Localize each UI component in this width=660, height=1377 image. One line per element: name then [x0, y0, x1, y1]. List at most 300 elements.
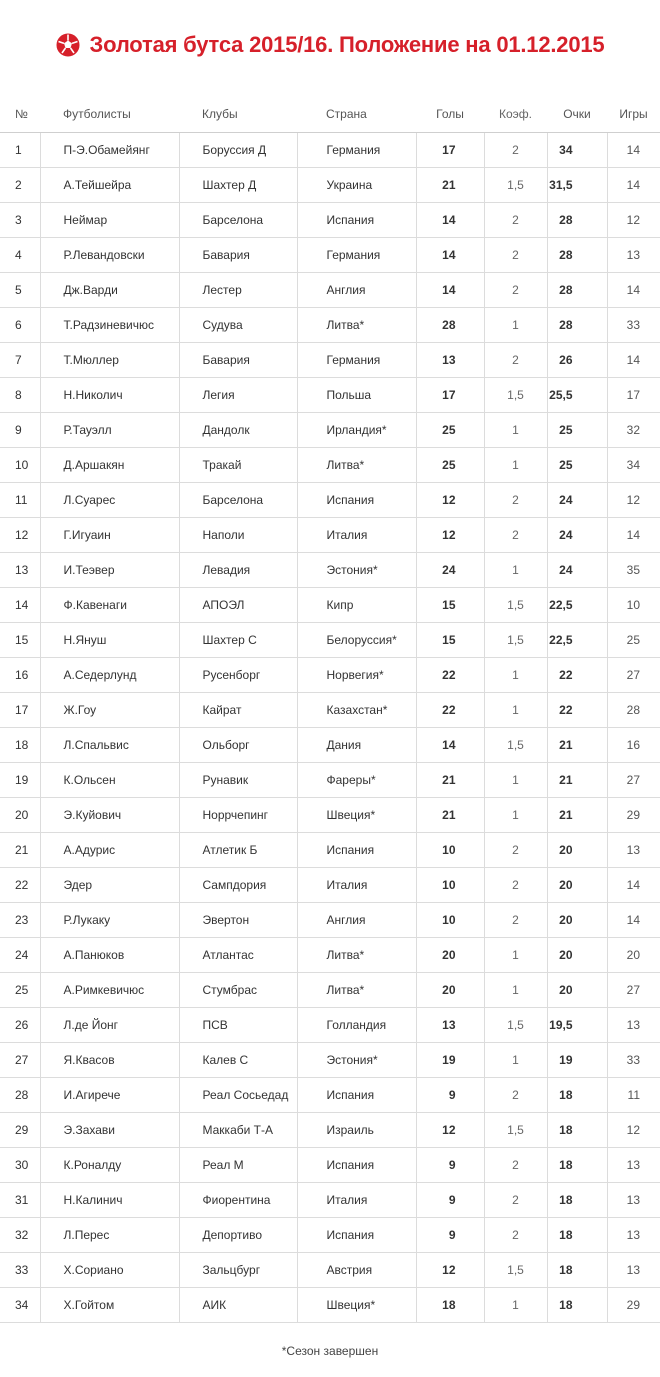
cell-country: Испания: [297, 833, 416, 868]
cell-coef: 1: [484, 448, 547, 483]
cell-coef: 1,5: [484, 623, 547, 658]
cell-coef: 1: [484, 553, 547, 588]
cell-goals: 21: [416, 798, 484, 833]
cell-points: 20: [547, 833, 607, 868]
cell-goals: 14: [416, 728, 484, 763]
header-goals: Голы: [416, 95, 484, 133]
cell-games: 32: [607, 413, 660, 448]
cell-points: 21: [547, 728, 607, 763]
cell-country: Литва*: [297, 973, 416, 1008]
cell-coef: 1: [484, 693, 547, 728]
cell-coef: 1: [484, 308, 547, 343]
cell-club: Тракай: [179, 448, 297, 483]
cell-club: Шахтер Д: [179, 168, 297, 203]
table-row: [0, 833, 660, 868]
cell-club: Бавария: [179, 343, 297, 378]
cell-goals: 21: [416, 168, 484, 203]
cell-goals: 14: [416, 203, 484, 238]
cell-coef: 1,5: [484, 588, 547, 623]
cell-club: Лестер: [179, 273, 297, 308]
header-rank: №: [0, 95, 40, 133]
cell-country: Австрия: [297, 1253, 416, 1288]
cell-games: 14: [607, 903, 660, 938]
cell-goals: 9: [416, 1148, 484, 1183]
cell-points: 18: [547, 1183, 607, 1218]
cell-coef: 2: [484, 133, 547, 168]
cell-goals: 13: [416, 343, 484, 378]
cell-coef: 2: [484, 1148, 547, 1183]
cell-country: Италия: [297, 1183, 416, 1218]
header-points: Очки: [547, 95, 607, 133]
cell-rank: 13: [0, 553, 40, 588]
cell-player: П-Э.Обамейянг: [40, 133, 179, 168]
cell-country: Германия: [297, 343, 416, 378]
cell-games: 27: [607, 763, 660, 798]
cell-player: Д.Аршакян: [40, 448, 179, 483]
cell-rank: 14: [0, 588, 40, 623]
cell-games: 16: [607, 728, 660, 763]
cell-games: 34: [607, 448, 660, 483]
cell-club: Атлантас: [179, 938, 297, 973]
table-row: [0, 1288, 660, 1323]
table-row: [0, 938, 660, 973]
cell-country: Литва*: [297, 308, 416, 343]
cell-country: Испания: [297, 483, 416, 518]
cell-games: 27: [607, 973, 660, 1008]
cell-coef: 1: [484, 1288, 547, 1323]
cell-country: Испания: [297, 1078, 416, 1113]
table-row: [0, 413, 660, 448]
cell-rank: 5: [0, 273, 40, 308]
cell-rank: 3: [0, 203, 40, 238]
cell-country: Голландия: [297, 1008, 416, 1043]
cell-country: Литва*: [297, 448, 416, 483]
cell-rank: 32: [0, 1218, 40, 1253]
table-row: [0, 1113, 660, 1148]
cell-goals: 17: [416, 378, 484, 413]
cell-player: Н.Николич: [40, 378, 179, 413]
cell-games: 14: [607, 518, 660, 553]
cell-points: 24: [547, 553, 607, 588]
cell-player: А.Тейшейра: [40, 168, 179, 203]
cell-coef: 1: [484, 973, 547, 1008]
table-row: [0, 1183, 660, 1218]
cell-club: АИК: [179, 1288, 297, 1323]
cell-country: Ирландия*: [297, 413, 416, 448]
cell-country: Италия: [297, 518, 416, 553]
cell-player: Р.Тауэлл: [40, 413, 179, 448]
cell-goals: 9: [416, 1078, 484, 1113]
cell-coef: 1,5: [484, 1253, 547, 1288]
cell-player: Дж.Варди: [40, 273, 179, 308]
cell-coef: 2: [484, 238, 547, 273]
cell-goals: 12: [416, 1253, 484, 1288]
cell-rank: 7: [0, 343, 40, 378]
cell-coef: 2: [484, 1078, 547, 1113]
cell-country: Украина: [297, 168, 416, 203]
table-row: [0, 903, 660, 938]
cell-points: 20: [547, 938, 607, 973]
cell-points: 19,5: [547, 1008, 607, 1043]
cell-rank: 19: [0, 763, 40, 798]
cell-coef: 2: [484, 1218, 547, 1253]
cell-club: Судува: [179, 308, 297, 343]
table-row: [0, 623, 660, 658]
cell-country: Дания: [297, 728, 416, 763]
cell-club: Сампдория: [179, 868, 297, 903]
cell-club: Калев С: [179, 1043, 297, 1078]
cell-player: Н.Януш: [40, 623, 179, 658]
table-row: [0, 343, 660, 378]
cell-club: Бавария: [179, 238, 297, 273]
table-row: [0, 553, 660, 588]
cell-coef: 1: [484, 763, 547, 798]
cell-club: Ольборг: [179, 728, 297, 763]
cell-player: Х.Гойтом: [40, 1288, 179, 1323]
cell-country: Литва*: [297, 938, 416, 973]
table-row: [0, 1148, 660, 1183]
cell-club: Русенборг: [179, 658, 297, 693]
table-row: [0, 1253, 660, 1288]
cell-points: 19: [547, 1043, 607, 1078]
cell-club: Атлетик Б: [179, 833, 297, 868]
cell-player: А.Адурис: [40, 833, 179, 868]
header-club: Клубы: [179, 95, 297, 133]
cell-rank: 20: [0, 798, 40, 833]
cell-coef: 2: [484, 1183, 547, 1218]
table-row: [0, 1008, 660, 1043]
table-row: [0, 973, 660, 1008]
table-row: [0, 763, 660, 798]
cell-rank: 1: [0, 133, 40, 168]
cell-points: 20: [547, 973, 607, 1008]
table-row: [0, 658, 660, 693]
cell-coef: 1: [484, 658, 547, 693]
cell-points: 31,5: [547, 168, 607, 203]
cell-games: 33: [607, 1043, 660, 1078]
cell-player: А.Римкевичюс: [40, 973, 179, 1008]
table-row: [0, 798, 660, 833]
cell-goals: 12: [416, 1113, 484, 1148]
cell-coef: 2: [484, 273, 547, 308]
cell-player: Л.Спальвис: [40, 728, 179, 763]
cell-club: Реал Сосьедад: [179, 1078, 297, 1113]
cell-country: Швеция*: [297, 798, 416, 833]
cell-rank: 24: [0, 938, 40, 973]
table-row: [0, 378, 660, 413]
cell-coef: 1: [484, 413, 547, 448]
cell-points: 18: [547, 1113, 607, 1148]
cell-country: Испания: [297, 203, 416, 238]
cell-coef: 2: [484, 518, 547, 553]
cell-goals: 19: [416, 1043, 484, 1078]
table-row: [0, 1078, 660, 1113]
cell-player: Т.Радзиневичюс: [40, 308, 179, 343]
cell-goals: 17: [416, 133, 484, 168]
cell-rank: 12: [0, 518, 40, 553]
cell-games: 13: [607, 1183, 660, 1218]
table-header-row: [0, 95, 660, 133]
cell-coef: 1,5: [484, 728, 547, 763]
cell-rank: 18: [0, 728, 40, 763]
cell-goals: 14: [416, 238, 484, 273]
cell-points: 34: [547, 133, 607, 168]
table-row: [0, 483, 660, 518]
cell-player: Т.Мюллер: [40, 343, 179, 378]
cell-rank: 26: [0, 1008, 40, 1043]
cell-player: И.Теэвер: [40, 553, 179, 588]
cell-club: Левадия: [179, 553, 297, 588]
page-title-text: Золотая бутса 2015/16. Положение на 01.12.2015: [89, 32, 605, 57]
cell-club: Эвертон: [179, 903, 297, 938]
cell-games: 13: [607, 238, 660, 273]
cell-games: 14: [607, 273, 660, 308]
header-games: Игры: [607, 95, 660, 133]
cell-goals: 20: [416, 938, 484, 973]
cell-country: Кипр: [297, 588, 416, 623]
table-row: [0, 168, 660, 203]
table-row: [0, 1218, 660, 1253]
cell-rank: 17: [0, 693, 40, 728]
cell-club: ПСВ: [179, 1008, 297, 1043]
cell-games: 33: [607, 308, 660, 343]
page-title: [0, 28, 660, 62]
cell-player: Ж.Гоу: [40, 693, 179, 728]
cell-rank: 11: [0, 483, 40, 518]
cell-rank: 22: [0, 868, 40, 903]
cell-points: 20: [547, 868, 607, 903]
cell-rank: 27: [0, 1043, 40, 1078]
table-row: [0, 308, 660, 343]
cell-coef: 1: [484, 1043, 547, 1078]
table-row: [0, 1043, 660, 1078]
cell-games: 29: [607, 798, 660, 833]
cell-games: 14: [607, 133, 660, 168]
cell-player: Л.Суарес: [40, 483, 179, 518]
cell-country: Англия: [297, 273, 416, 308]
cell-points: 28: [547, 203, 607, 238]
cell-country: Казахстан*: [297, 693, 416, 728]
cell-goals: 13: [416, 1008, 484, 1043]
cell-player: Х.Сориано: [40, 1253, 179, 1288]
table-row: [0, 273, 660, 308]
cell-games: 13: [607, 1148, 660, 1183]
cell-points: 22,5: [547, 588, 607, 623]
cell-points: 18: [547, 1078, 607, 1113]
cell-rank: 4: [0, 238, 40, 273]
cell-games: 29: [607, 1288, 660, 1323]
cell-player: Э.Захави: [40, 1113, 179, 1148]
cell-goals: 10: [416, 903, 484, 938]
cell-points: 24: [547, 483, 607, 518]
cell-rank: 31: [0, 1183, 40, 1218]
table-row: [0, 448, 660, 483]
cell-points: 25: [547, 413, 607, 448]
table-row: [0, 518, 660, 553]
cell-games: 12: [607, 1113, 660, 1148]
cell-coef: 2: [484, 203, 547, 238]
cell-player: Н.Калинич: [40, 1183, 179, 1218]
football-icon: [56, 33, 80, 57]
cell-rank: 28: [0, 1078, 40, 1113]
cell-club: Норрчепинг: [179, 798, 297, 833]
cell-club: Наполи: [179, 518, 297, 553]
cell-club: Шахтер С: [179, 623, 297, 658]
cell-coef: 1: [484, 798, 547, 833]
cell-club: Дандолк: [179, 413, 297, 448]
cell-rank: 15: [0, 623, 40, 658]
cell-rank: 16: [0, 658, 40, 693]
cell-club: Маккаби Т-А: [179, 1113, 297, 1148]
cell-player: Эдер: [40, 868, 179, 903]
cell-player: А.Седерлунд: [40, 658, 179, 693]
cell-player: Г.Игуаин: [40, 518, 179, 553]
cell-points: 22: [547, 693, 607, 728]
cell-club: Фиорентина: [179, 1183, 297, 1218]
cell-games: 14: [607, 168, 660, 203]
cell-club: Рунавик: [179, 763, 297, 798]
cell-rank: 9: [0, 413, 40, 448]
cell-games: 35: [607, 553, 660, 588]
cell-player: И.Агирече: [40, 1078, 179, 1113]
cell-goals: 10: [416, 833, 484, 868]
cell-club: Кайрат: [179, 693, 297, 728]
cell-coef: 2: [484, 868, 547, 903]
cell-goals: 15: [416, 588, 484, 623]
cell-country: Англия: [297, 903, 416, 938]
cell-goals: 22: [416, 693, 484, 728]
cell-country: Норвегия*: [297, 658, 416, 693]
cell-player: Л.де Йонг: [40, 1008, 179, 1043]
cell-coef: 2: [484, 343, 547, 378]
cell-games: 11: [607, 1078, 660, 1113]
cell-points: 28: [547, 308, 607, 343]
cell-coef: 2: [484, 903, 547, 938]
cell-country: Испания: [297, 1218, 416, 1253]
cell-games: 14: [607, 868, 660, 903]
cell-rank: 6: [0, 308, 40, 343]
cell-goals: 10: [416, 868, 484, 903]
cell-country: Польша: [297, 378, 416, 413]
cell-goals: 25: [416, 413, 484, 448]
cell-games: 20: [607, 938, 660, 973]
cell-goals: 9: [416, 1218, 484, 1253]
cell-coef: 1,5: [484, 378, 547, 413]
cell-coef: 1: [484, 938, 547, 973]
cell-club: Депортиво: [179, 1218, 297, 1253]
cell-club: Зальцбург: [179, 1253, 297, 1288]
cell-coef: 1,5: [484, 1113, 547, 1148]
cell-goals: 18: [416, 1288, 484, 1323]
cell-games: 27: [607, 658, 660, 693]
cell-player: Неймар: [40, 203, 179, 238]
cell-rank: 34: [0, 1288, 40, 1323]
cell-games: 13: [607, 833, 660, 868]
cell-points: 18: [547, 1288, 607, 1323]
cell-coef: 1,5: [484, 168, 547, 203]
cell-games: 12: [607, 203, 660, 238]
cell-country: Испания: [297, 1148, 416, 1183]
cell-goals: 25: [416, 448, 484, 483]
cell-player: Ф.Кавенаги: [40, 588, 179, 623]
cell-coef: 2: [484, 833, 547, 868]
cell-goals: 28: [416, 308, 484, 343]
cell-rank: 29: [0, 1113, 40, 1148]
cell-club: Реал М: [179, 1148, 297, 1183]
header-country: Страна: [297, 95, 416, 133]
cell-goals: 12: [416, 483, 484, 518]
cell-country: Израиль: [297, 1113, 416, 1148]
cell-rank: 10: [0, 448, 40, 483]
cell-rank: 21: [0, 833, 40, 868]
scorers-table: [0, 95, 660, 1323]
cell-points: 22: [547, 658, 607, 693]
cell-goals: 24: [416, 553, 484, 588]
cell-goals: 15: [416, 623, 484, 658]
cell-coef: 1,5: [484, 1008, 547, 1043]
table-row: [0, 693, 660, 728]
cell-goals: 9: [416, 1183, 484, 1218]
cell-games: 12: [607, 483, 660, 518]
table-row: [0, 203, 660, 238]
cell-country: Германия: [297, 238, 416, 273]
cell-points: 28: [547, 238, 607, 273]
cell-goals: 20: [416, 973, 484, 1008]
cell-player: К.Ольсен: [40, 763, 179, 798]
cell-country: Эстония*: [297, 553, 416, 588]
cell-points: 18: [547, 1148, 607, 1183]
cell-player: Р.Лукаку: [40, 903, 179, 938]
cell-player: К.Роналду: [40, 1148, 179, 1183]
cell-points: 25,5: [547, 378, 607, 413]
cell-rank: 25: [0, 973, 40, 1008]
cell-club: Барселона: [179, 483, 297, 518]
cell-games: 28: [607, 693, 660, 728]
cell-games: 14: [607, 343, 660, 378]
cell-country: Швеция*: [297, 1288, 416, 1323]
cell-points: 20: [547, 903, 607, 938]
cell-points: 25: [547, 448, 607, 483]
cell-points: 28: [547, 273, 607, 308]
cell-country: Германия: [297, 133, 416, 168]
cell-country: Италия: [297, 868, 416, 903]
cell-goals: 22: [416, 658, 484, 693]
cell-points: 18: [547, 1253, 607, 1288]
cell-coef: 2: [484, 483, 547, 518]
cell-rank: 30: [0, 1148, 40, 1183]
cell-rank: 33: [0, 1253, 40, 1288]
cell-games: 13: [607, 1218, 660, 1253]
cell-player: Л.Перес: [40, 1218, 179, 1253]
cell-player: А.Панюков: [40, 938, 179, 973]
header-player: Футболисты: [40, 95, 179, 133]
table-row: [0, 728, 660, 763]
cell-club: Боруссия Д: [179, 133, 297, 168]
cell-club: Стумбрас: [179, 973, 297, 1008]
cell-games: 13: [607, 1008, 660, 1043]
header-coef: Коэф.: [484, 95, 547, 133]
table-row: [0, 588, 660, 623]
cell-games: 25: [607, 623, 660, 658]
cell-goals: 21: [416, 763, 484, 798]
table-row: [0, 868, 660, 903]
cell-points: 18: [547, 1218, 607, 1253]
table-row: [0, 133, 660, 168]
cell-country: Эстония*: [297, 1043, 416, 1078]
cell-rank: 8: [0, 378, 40, 413]
cell-goals: 14: [416, 273, 484, 308]
cell-points: 24: [547, 518, 607, 553]
